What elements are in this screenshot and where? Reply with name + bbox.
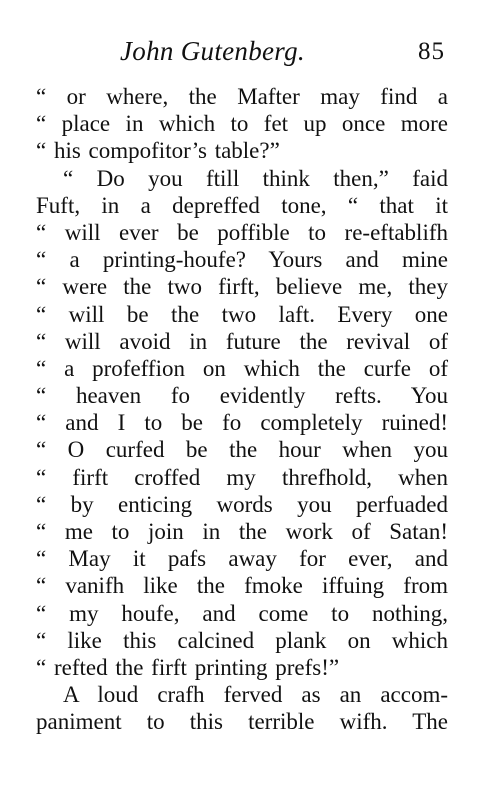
text-line: “ place in which to fet up once more [36,111,448,137]
text-line: “ O curfed be the hour when you [36,437,448,463]
text-line: paniment to this terrible wifh. The [36,709,448,735]
text-line: Fuft, in a depreffed tone, “ that it [36,192,448,218]
text-line: “ will avoid in future the revival of [36,328,448,354]
text-line: “ by enticing words you perfuaded [36,491,448,517]
text-line: “ Do you ftill think then,” faid [63,165,448,191]
text-line: “ a printing-houfe? Yours and mine [36,247,448,273]
text-line: A loud crafh ferved as an accom- [63,682,448,708]
text-line: “ or where, the Mafter may find a [36,84,448,109]
text-line: “ me to join in the work of Satan! [36,519,448,544]
text-line: “ were the two firft, believe me, they [36,274,448,300]
text-line: “ his compofitor’s table?” [36,138,280,164]
text-line: “ like this calcined plank on which [36,627,448,653]
text-line: “ will be the two laft. Every one [36,301,448,327]
running-title: John Gutenberg. [120,36,305,66]
page-number: 85 [418,38,445,65]
text-line: “ firft croffed my threfhold, when [36,464,448,490]
text-line: “ my houfe, and come to nothing, [36,600,448,626]
text-line: “ and I to be fo completely ruined! [36,410,448,436]
text-line: “ refted the firft printing prefs!” [36,654,340,680]
text-line: “ a profeffion on which the curfe of [36,355,448,381]
text-line: “ will ever be poffible to re-eftablifh [36,219,448,245]
body-text [36,83,448,736]
text-line: “ May it pafs away for ever, and [36,546,448,572]
text-line: “ heaven fo evidently refts. You [36,383,448,409]
page-header [0,36,489,72]
text-line: “ vanifh like the fmoke iffuing from [36,573,448,599]
